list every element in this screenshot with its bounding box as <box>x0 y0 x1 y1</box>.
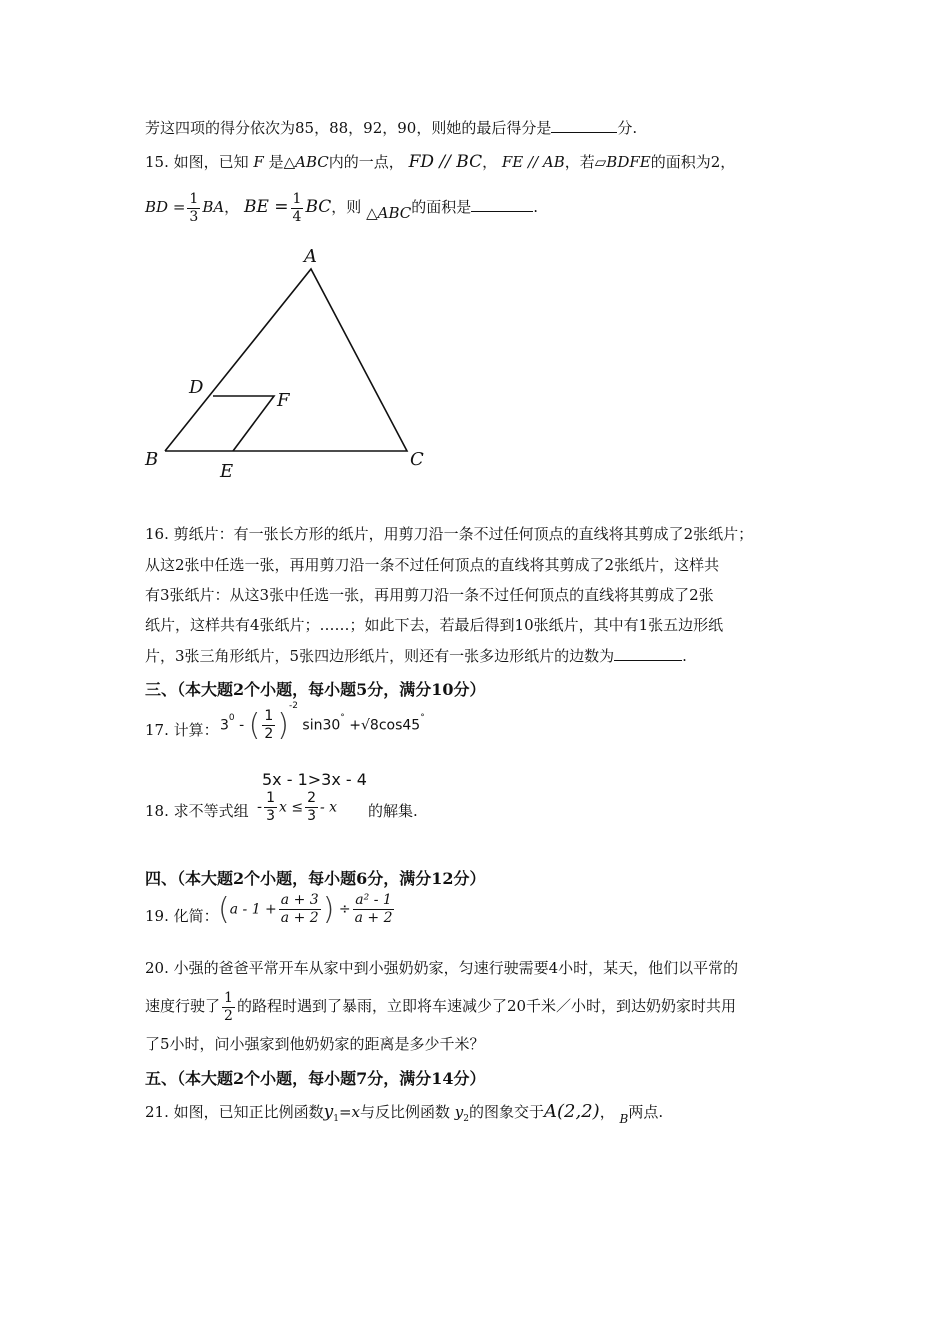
q15-point-f: F <box>253 153 264 171</box>
q18-minus-x: - x <box>319 799 338 816</box>
q19-fraction-2 <box>353 892 395 927</box>
q15-triangle-abc-2: △ABC <box>366 204 412 222</box>
q19-expression <box>218 892 396 927</box>
q15-be: BE = <box>243 197 289 217</box>
q14-suffix: 分. <box>617 119 638 137</box>
frac-numerator: 1 <box>224 989 233 1006</box>
frac-numerator: 1 <box>264 708 274 724</box>
q19-label: 19. 化简： <box>145 907 219 925</box>
q15-fraction-one-quarter <box>291 191 304 226</box>
frac-numerator: 1 <box>292 190 302 207</box>
q14-text: 芳这四项的得分依次为85，88，92，90，则她的最后得分是 <box>145 119 552 137</box>
q15-is: 是 <box>268 153 284 171</box>
frac-denominator: a + 2 <box>354 910 393 926</box>
q15-bc: BC <box>305 197 332 217</box>
q15-ba: BA <box>202 198 225 216</box>
q15-fd-parallel-bc: FD // BC <box>408 152 483 172</box>
frac-numerator: a + 3 <box>280 892 319 908</box>
q15-if: ，若 <box>564 153 595 171</box>
q14-answer-blank <box>551 118 617 133</box>
q15-in-point: 内的一点， <box>328 153 404 171</box>
q21-line <box>145 1102 663 1129</box>
q15-area-is: 的面积为2， <box>650 153 736 171</box>
q16-last-text: 片，3张三角形纸片，5张四边形纸片，则还有一张多边形纸片的边数为 <box>145 647 615 665</box>
q16-line2: 从这2张中任选一张，再用剪刀沿一条不过任何顶点的直线将其剪成了2张纸片，这样共 <box>145 556 720 574</box>
q18-x-le: x ≤ <box>278 799 304 816</box>
q16-line3: 有3张纸片：从这3张中任选一张，再用剪刀沿一条不过任何顶点的直线将其剪成了2张 <box>145 586 714 604</box>
q17-sin30: sin30 <box>302 717 341 734</box>
q18-minus: - <box>257 799 263 816</box>
q21-eq-x: =x <box>338 1103 360 1121</box>
q16-line5 <box>145 646 687 666</box>
q15-bd: BD = <box>145 198 186 216</box>
frac-denominator: 3 <box>266 808 275 824</box>
q20-line3: 了5小时，问小强家到他奶奶家的距离是多少千米？ <box>145 1035 485 1053</box>
q20-line2 <box>145 988 736 1025</box>
parallelogram-bdfe-lines <box>213 396 274 451</box>
q19-divide: ÷ <box>338 901 351 918</box>
q15-fraction-one-third <box>187 191 200 226</box>
q17-label: 17. 计算： <box>145 721 219 739</box>
q17-half <box>262 708 275 743</box>
q17-degree: ° <box>340 712 345 723</box>
frac-denominator: 2 <box>264 726 274 742</box>
q21-point-a: A(2,2) <box>544 1101 600 1122</box>
q20-suffix: 的路程时遇到了暴雨，立即将车速减少了20千米／小时，到达奶奶家时共用 <box>236 997 737 1015</box>
q17-plus: + <box>349 717 361 734</box>
frac-denominator: 3 <box>189 208 199 225</box>
q16-line4: 纸片，这样共有4张纸片；……；如此下去，若最后得到10张纸片，其中有1张五边形纸 <box>145 616 724 634</box>
q18-one-third <box>264 790 277 825</box>
q21-y1: y <box>323 1102 334 1122</box>
q15-comma: ， <box>482 153 498 171</box>
q18-inequality-1: 5x - 1>3x - 4 <box>262 770 367 789</box>
q15-comma2: ， <box>224 198 240 216</box>
label-a: A <box>304 246 317 267</box>
frac-denominator: a + 2 <box>280 910 319 926</box>
q17-expression <box>220 700 425 743</box>
q17-degree-2: ° <box>420 712 425 723</box>
q15-end: . <box>533 198 539 216</box>
section-5-heading: 五、（本大题2个小题，每小题7分，满分14分） <box>145 1069 486 1088</box>
q15-triangle-diagram <box>140 240 440 485</box>
q17-left-paren: ( <box>248 708 261 743</box>
q18-label: 18. 求不等式组 <box>145 802 249 820</box>
q16-answer-blank <box>614 646 682 661</box>
q18-two-thirds <box>305 790 318 825</box>
q16-line1: 16. 剪纸片：有一张长方形的纸片，用剪刀沿一条不过任何顶点的直线将其剪成了2张纸片； <box>145 525 754 543</box>
q17-exponent-0: 0 <box>228 712 235 723</box>
frac-numerator: a² - 1 <box>355 892 392 908</box>
q21-tail: 两点. <box>628 1103 664 1121</box>
q17-base-3: 3 <box>220 717 229 734</box>
q19-a-minus-1-plus: a - 1 + <box>229 901 277 918</box>
q19-fraction-1 <box>279 892 321 927</box>
frac-numerator: 2 <box>307 790 316 806</box>
q17-exponent-neg2: -2 <box>288 700 298 711</box>
q17-right-paren: ) <box>277 708 289 743</box>
q15-answer-blank <box>471 197 533 212</box>
q18-tail: 的解集. <box>368 802 418 820</box>
label-e: E <box>220 461 234 482</box>
label-c: C <box>410 449 424 470</box>
q15-line1 <box>145 152 735 172</box>
q17-minus: - <box>239 717 245 734</box>
q16-end: . <box>682 647 687 665</box>
section-4-heading: 四、（本大题2个小题，每小题6分，满分12分） <box>145 869 486 888</box>
q17-cos45: cos45 <box>378 717 421 734</box>
q15-area-question: 的面积是 <box>411 198 472 216</box>
label-f: F <box>277 390 290 411</box>
q20-prefix: 速度行驶了 <box>145 997 221 1015</box>
frac-numerator: 1 <box>266 790 275 806</box>
q17-sqrt8: √8 <box>360 717 379 734</box>
q19-right-paren: ) <box>322 892 335 927</box>
frac-numerator: 1 <box>189 190 199 207</box>
triangle-abc-outline <box>165 269 407 451</box>
frac-denominator: 3 <box>307 808 316 824</box>
q21-y2: y <box>454 1103 464 1121</box>
q21-y1-subscript: 1 <box>333 1114 339 1124</box>
label-b: B <box>145 449 159 470</box>
q20-line1: 20. 小强的爸爸平常开车从家中到小强奶奶家，匀速行驶需要4小时，某天，他们以平常的 <box>145 959 739 977</box>
q21-point-b: B <box>619 1112 629 1126</box>
q20-half <box>222 990 235 1025</box>
q21-mid: 与反比例函数 <box>360 1103 451 1121</box>
frac-denominator: 4 <box>292 208 302 225</box>
q21-comma: ， <box>599 1103 615 1121</box>
q15-prefix: 15. 如图，已知 <box>145 153 249 171</box>
frac-denominator: 2 <box>224 1007 233 1024</box>
q14-continuation <box>145 118 637 138</box>
q15-fe-parallel-ab: FE // AB <box>501 153 565 171</box>
q19-left-paren: ( <box>218 892 230 927</box>
q21-prefix: 21. 如图，已知正比例函数 <box>145 1103 324 1121</box>
q21-y2-subscript: 2 <box>463 1114 470 1124</box>
q15-line2 <box>145 188 538 226</box>
q15-parallelogram: ▱BDFE <box>594 153 651 171</box>
section-3-heading: 三、（本大题2个小题，每小题5分，满分10分） <box>145 680 486 699</box>
q15-then: ，则 <box>331 198 362 216</box>
label-d: D <box>189 377 204 398</box>
q15-triangle-abc: △ABC <box>283 153 329 171</box>
q21-mid2: 的图象交于 <box>469 1103 545 1121</box>
q18-inequality-2 <box>257 790 337 825</box>
